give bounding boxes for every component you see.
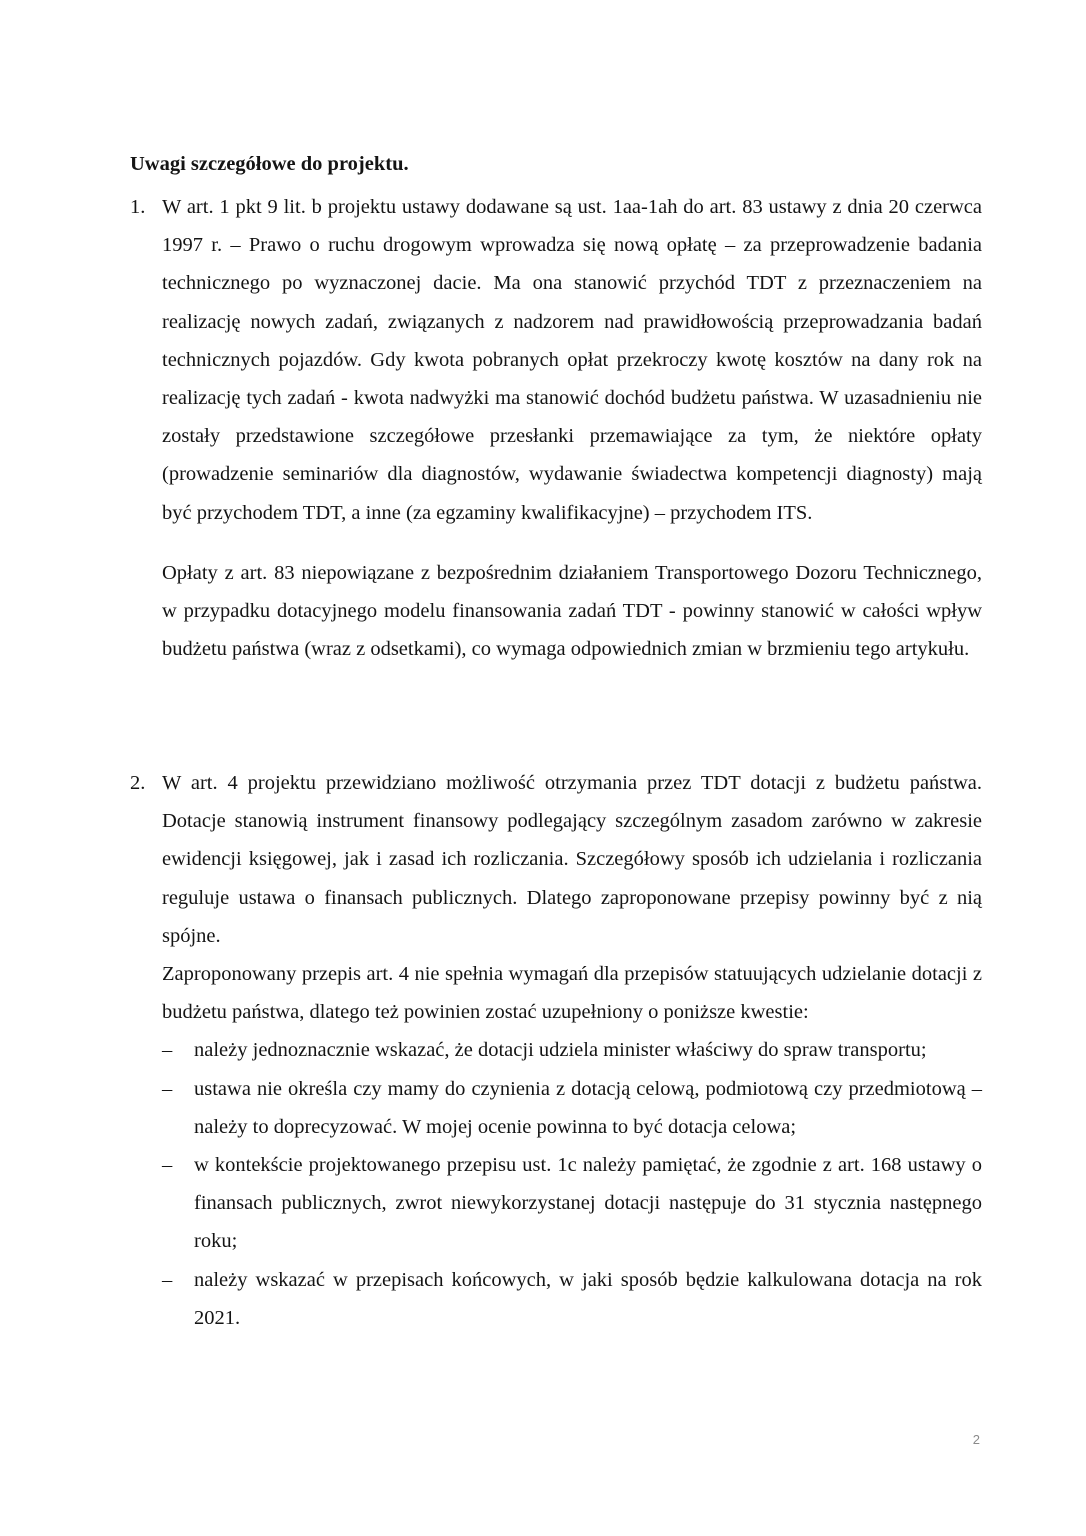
list-item-text: należy wskazać w przepisach końcowych, w jaki sposób będzie kalkulowana dotacja na rok 2021. [194,1268,982,1329]
list-item [162,1031,982,1069]
list-item-text: ustawa nie określa czy mamy do czynienia z dotacją celową, podmiotową czy przedmiotową – należy to doprecyzować. W mojej ocenie powinna to być dotacja celowa; [194,1077,982,1138]
dash-bullet-icon: – [162,1077,173,1100]
list-item-text: należy jednoznacznie wskazać, że dotacji udziela minister właściwy do spraw transportu; [194,1039,927,1062]
paragraph: W art. 4 projektu przewidziano możliwość otrzymania przez TDT dotacji z budżetu państwa. Dotacje stanowią instrument finansowy podlegający szczególnym zasadom zarówno w zakresie ewidencji księgowej, jak i zasad ich rozliczania. Szczegółowy sposób ich udzielania i rozliczania reguluje ustawa o finansach publicznych. Dlatego zaproponowane przepisy powinny być z nią spójne. [162,772,982,947]
section-heading: Uwagi szczegółowe do projektu. [130,153,409,175]
item-body [162,764,982,1337]
list-item-text: w kontekście projektowanego przepisu ust. 1c należy pamiętać, że zgodnie z art. 168 ustawy o finansach publicznych, zwrot niewykorzystanej dotacji następuje do 31 stycznia następnego roku; [194,1154,982,1253]
dash-bullet-icon: – [162,1268,173,1291]
page-number: 2 [972,1432,980,1447]
paragraph: Zaproponowany przepis art. 4 nie spełnia wymagań dla przepisów statuujących udzielanie dotacji z budżetu państwa, dlatego też powinien zostać uzupełniony o poniższe kwestie: [162,963,982,1024]
paragraph: W art. 1 pkt 9 lit. b projektu ustawy dodawane są ust. 1aa-1ah do art. 83 ustawy z dnia 20 czerwca 1997 r. – Prawo o ruchu drogowym wprowadza się nową opłatę – za przeprowadzenie badania technicznego po wyznaczonej dacie. Ma ona stanowić przychód TDT z przeznaczeniem na realizację nowych zadań, związanych z nadzorem nad prawidłowością przeprowadzania badań technicznych pojazdów. Gdy kwota pobranych opłat przekroczy kwotę kosztów na dany rok na realizację tych zadań - kwota nadwyżki ma stanowić dochód budżetu państwa. W uzasadnieniu nie zostały przedstawione szczegółowe przesłanki przemawiające za tym, że niektóre opłaty (prowadzenie seminariów dla diagnostów, wydawanie świadectwa kompetencji diagnosty) mają być przychodem TDT, a inne (za egzaminy kwalifikacyjne) – przychodem ITS. [162,196,982,524]
dash-bullet-icon: – [162,1154,173,1177]
list-item [162,1146,982,1261]
item-body [162,188,982,668]
list-item [162,1070,982,1146]
list-item [162,1261,982,1337]
paragraph: Opłaty z art. 83 niepowiązane z bezpośrednim działaniem Transportowego Dozoru Technicznego, w przypadku dotacyjnego modelu finansowania zadań TDT - powinny stanowić w całości wpływ budżetu państwa (wraz z odsetkami), co wymaga odpowiednich zmian w brzmieniu tego artykułu. [162,561,982,661]
dash-bullet-icon: – [162,1039,173,1062]
item-number: 2. [130,772,146,794]
bullet-list [162,1031,982,1337]
item-number: 1. [130,196,146,218]
